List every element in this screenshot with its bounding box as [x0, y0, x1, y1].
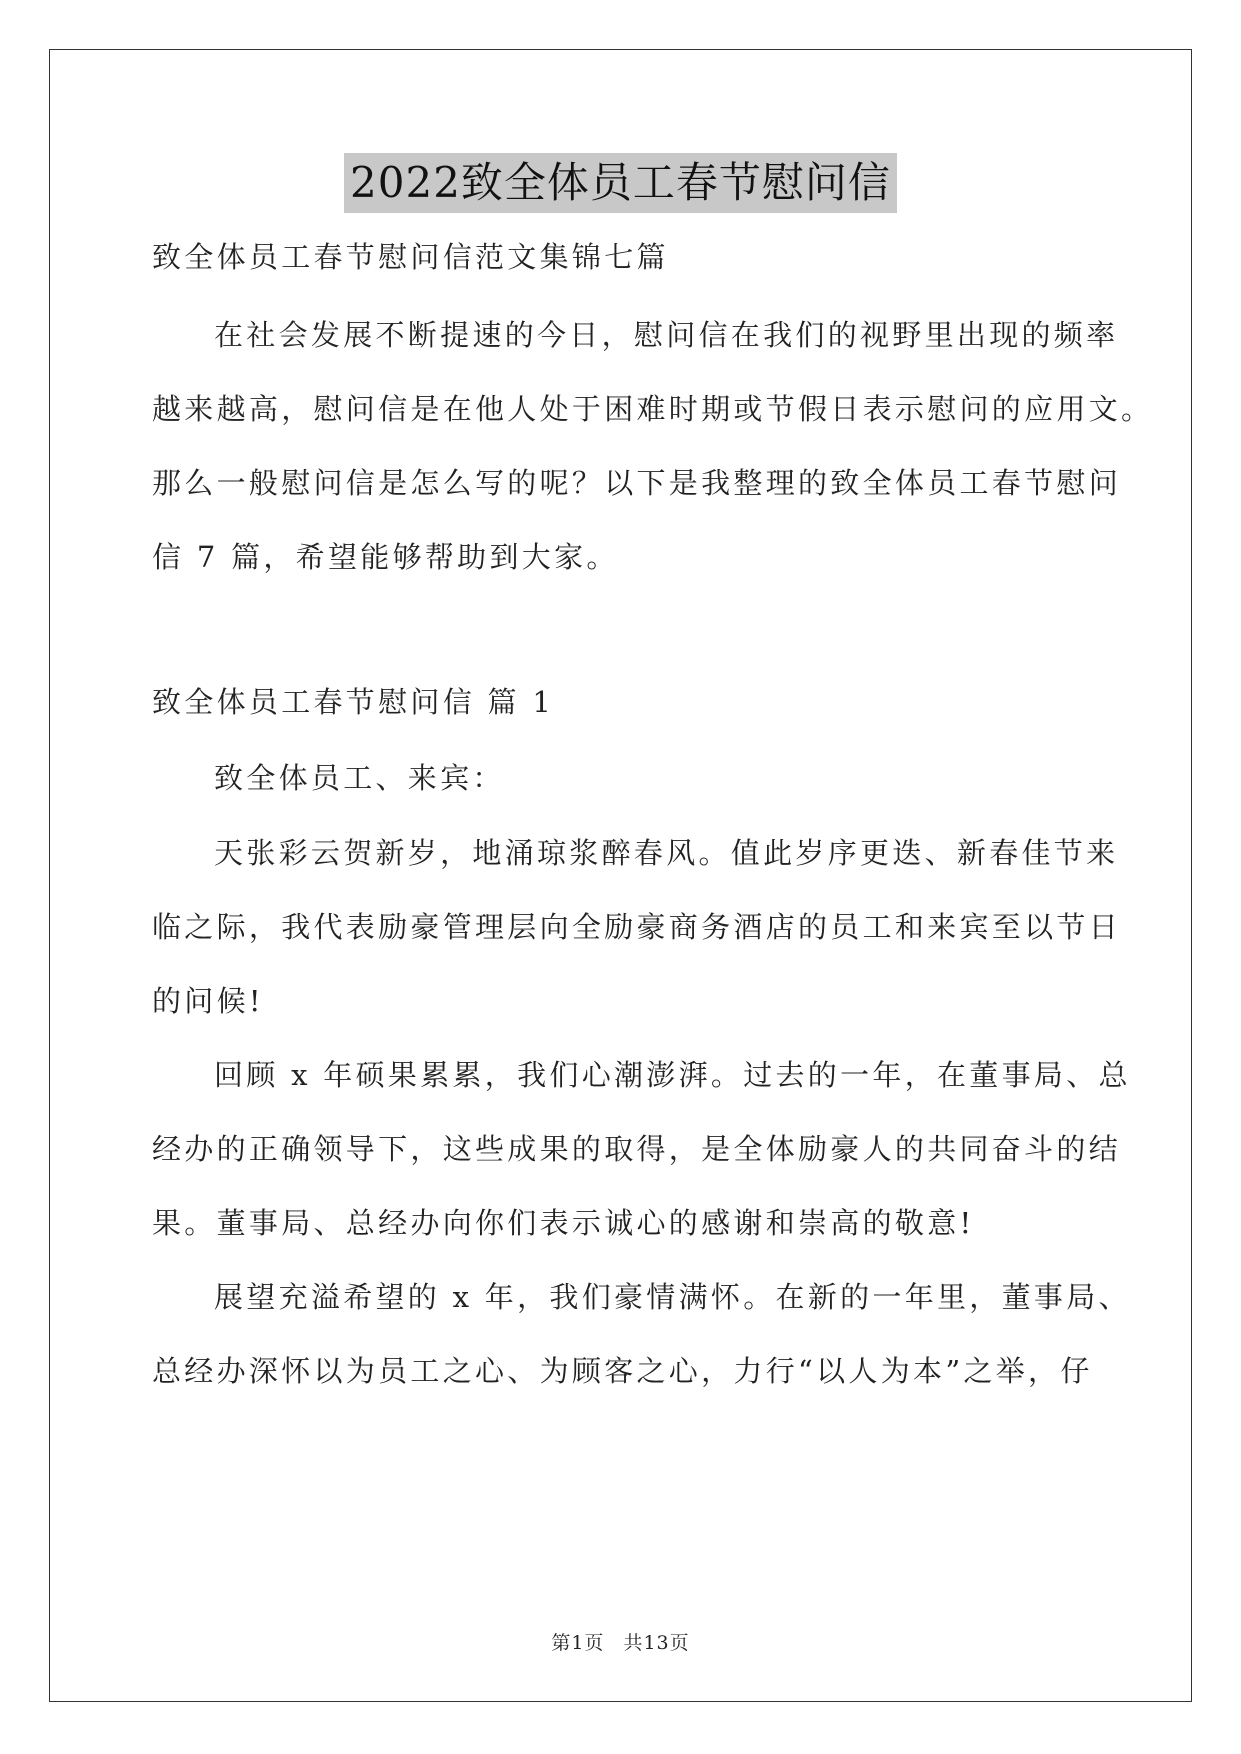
intro-line: 信 7 篇，希望能够帮助到大家。 — [152, 540, 619, 574]
page-footer — [0, 1628, 1241, 1655]
intro-line: 那么一般慰问信是怎么写的呢？以下是我整理的致全体员工春节慰问 — [152, 466, 1122, 500]
page-number: 第1页 — [551, 1632, 605, 1654]
paragraph-line: 经办的正确领导下，这些成果的取得，是全体励豪人的共同奋斗的结 — [152, 1132, 1122, 1166]
subtitle: 致全体员工春节慰问信范文集锦七篇 — [152, 240, 669, 274]
page-total: 共13页 — [623, 1632, 690, 1654]
paragraph-line: 果。董事局、总经办向你们表示诚心的感谢和崇高的敬意! — [152, 1206, 975, 1240]
section-heading: 致全体员工春节慰问信 篇 1 — [152, 685, 555, 719]
intro-line: 越来越高，慰问信是在他人处于困难时期或节假日表示慰问的应用文。 — [152, 392, 1154, 426]
intro-line: 在社会发展不断提速的今日，慰问信在我们的视野里出现的频率 — [214, 318, 1119, 352]
paragraph-line: 总经办深怀以为员工之心、为顾客之心，力行“以人为本”之举，仔 — [152, 1354, 1093, 1388]
paragraph-line: 的问候! — [152, 984, 264, 1018]
document-title: 2022致全体员工春节慰问信 — [344, 153, 897, 213]
title-container — [0, 153, 1241, 213]
paragraph-line: 回顾 x 年硕果累累，我们心潮澎湃。过去的一年，在董事局、总 — [214, 1058, 1131, 1092]
paragraph-line: 天张彩云贺新岁，地涌琼浆醉春风。值此岁序更迭、新春佳节来 — [214, 836, 1119, 870]
paragraph-line: 展望充溢希望的 x 年，我们豪情满怀。在新的一年里，董事局、 — [214, 1280, 1131, 1314]
salutation: 致全体员工、来宾： — [214, 761, 505, 795]
page-border — [49, 49, 1192, 1702]
paragraph-line: 临之际，我代表励豪管理层向全励豪商务酒店的员工和来宾至以节日 — [152, 910, 1122, 944]
